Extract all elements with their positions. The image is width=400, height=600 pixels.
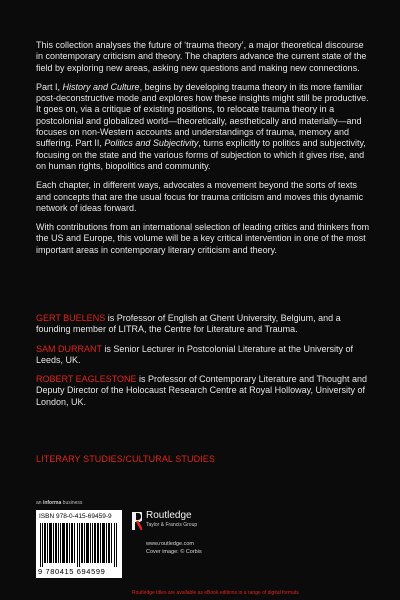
routledge-r-icon <box>132 512 142 530</box>
editor-name: ROBERT EAGLESTONE <box>36 374 137 385</box>
barcode-bars <box>40 523 118 567</box>
publisher-group: Taylor & Francis Group <box>146 522 198 528</box>
ebook-note: Routledge titles are available as eBook editions in a range of digital formats <box>132 590 299 596</box>
bio-sam-durrant <box>36 344 370 367</box>
subject-category: LITERARY STUDIES/CULTURAL STUDIES <box>36 454 216 464</box>
isbn-number: ISBN 978-0-415-69459-9 <box>39 513 112 520</box>
barcode-digits: 9 780415 694599 <box>38 567 106 576</box>
blurb-paragraph-4: With contributions from an international selection of leading critics and thinkers from the US and Europe, this volume will be a key critical intervention in one of the most important areas in contemporary literary criticism and theory. <box>36 222 370 255</box>
part1-title: History and Culture <box>62 81 140 92</box>
informa-business-tag: an informa business <box>36 500 83 506</box>
part2-title: Politics and Subjectivity <box>104 138 199 149</box>
blurb-paragraph-3: Each chapter, in different ways, advocates a movement beyond the sorts of texts and concepts that are the usual focus for trauma criticism and moves this dynamic network of ideas forward. <box>36 180 364 213</box>
cover-credit: Cover image: © Corbis <box>146 549 202 555</box>
editor-bios <box>36 313 370 416</box>
bio-gert-buelens <box>36 313 370 336</box>
editor-description: is Senior Lecturer in Postcolonial Literature at the University of Leeds, UK. <box>36 343 353 365</box>
editor-description: is Professor of English at Ghent University, Belgium, and a founding member of LITRA, the Centre for Literature and Trauma. <box>36 313 341 335</box>
editor-description: is Professor of Contemporary Literature and Thought and Deputy Director of the Holocaust Research Centre at Royal Holloway, University of London, UK. <box>36 374 368 407</box>
part1-description: , begins by developing trauma theory in its more familiar post-deconstructive mode and explores how these insights might still be productive. It goes on, via a critique of existing positions, to relocate trauma theory in a postcolonial and globalized world—theoretically, aesthetically and materially—and focuses on non-Western accounts and understandings of trauma, memory and suffering. Part II, <box>36 81 369 149</box>
editor-name: GERT BUELENS <box>36 313 106 323</box>
isbn-barcode <box>36 510 122 578</box>
blurb <box>36 40 370 264</box>
publisher-website: www.routledge.com <box>146 541 194 547</box>
bio-robert-eaglestone <box>36 374 370 408</box>
publisher-name: Routledge <box>146 510 192 521</box>
editor-name: SAM DURRANT <box>36 343 102 354</box>
routledge-logo <box>132 510 198 540</box>
part1-intro: Part I, <box>36 81 63 92</box>
blurb-paragraph-1: This collection analyses the future of ‘trauma theory’, a major theoretical discourse in contemporary criticism and theory. The chapters advance the current state of the field by exploring new areas, asking new questions and making new connections. <box>36 40 367 73</box>
publisher-strip <box>36 500 370 595</box>
part2-description: , turns explicitly to politics and subjectivity, focusing on the state and the various forms of subjection to which it gives rise, and on human rights, biopolitics and community. <box>36 138 366 171</box>
blurb-paragraph-2 <box>36 82 370 172</box>
